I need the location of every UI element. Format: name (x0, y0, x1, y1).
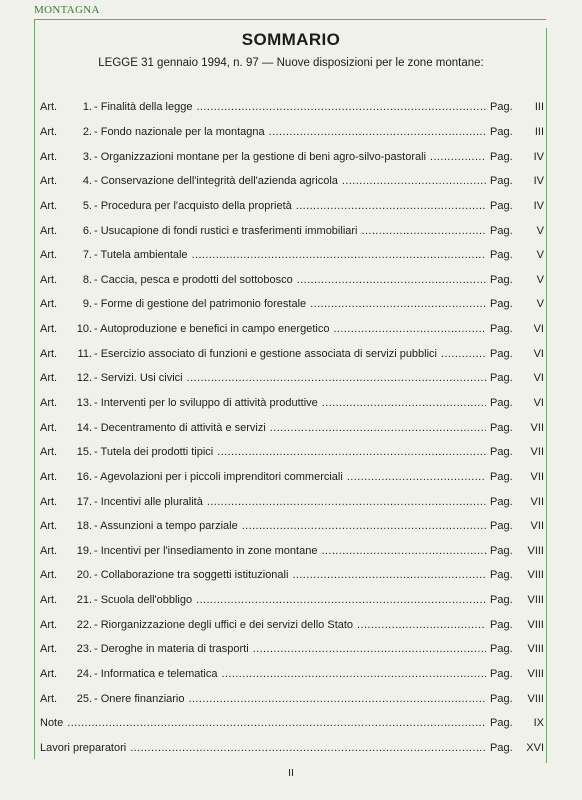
entry-page-number: VIII (527, 594, 544, 607)
dot-leaders (270, 422, 486, 434)
entry-title: Note (40, 717, 64, 730)
top-rule (34, 19, 546, 20)
entry-title: - Informatica e telematica (94, 668, 218, 681)
toc-entry (40, 120, 544, 145)
page-label: Pag. (490, 717, 513, 730)
dot-leaders (130, 742, 486, 754)
entry-page-number: V (536, 273, 544, 286)
toc-entry (40, 366, 544, 391)
entry-title: - Tutela dei prodotti tipici (94, 446, 214, 459)
toc-entry (40, 317, 544, 342)
page-label: Pag. (490, 397, 513, 409)
article-prefix: Art. (40, 495, 58, 508)
entry-title: - Servizi. Usi civici (94, 372, 183, 385)
article-number: 7. (82, 249, 92, 262)
page-label: Pag. (490, 569, 513, 582)
toc-entry (40, 736, 544, 761)
toc-entry (40, 95, 544, 120)
article-number: 4. (82, 175, 92, 188)
article-prefix: Art. (40, 446, 58, 459)
article-number: 20. (76, 569, 92, 582)
page-label: Pag. (490, 470, 513, 483)
page-label: Pag. (490, 372, 513, 385)
entry-title: - Organizzazioni montane per la gestione di beni agro-silvo-pastorali (94, 150, 427, 163)
page-label: Pag. (490, 618, 513, 631)
magazine-logo: MONTAGNA (34, 4, 100, 16)
article-number: 8. (82, 273, 92, 286)
toc-entry (40, 169, 544, 194)
dot-leaders (292, 569, 486, 581)
dot-leaders (342, 175, 486, 187)
entry-title: - Collaborazione tra soggetti istituzionali (94, 569, 289, 582)
dot-leaders (347, 471, 486, 483)
article-prefix: Art. (40, 224, 58, 237)
entry-title: - Fondo nazionale per la montagna (94, 125, 265, 138)
entry-title: - Interventi per lo sviluppo di attività produttive (94, 397, 318, 409)
page-title: SOMMARIO (241, 30, 341, 49)
article-number: 9. (82, 298, 92, 311)
entry-title: - Tutela ambientale (94, 249, 188, 262)
toc-entry (40, 415, 544, 440)
page-label: Pag. (490, 544, 513, 557)
entry-title: - Incentivi per l'insediamento in zone montane (94, 544, 318, 557)
toc-entry (40, 612, 544, 637)
dot-leaders (189, 693, 487, 705)
article-number: 21. (76, 594, 92, 607)
toc-entry (40, 588, 544, 613)
entry-title: - Agevolazioni per i piccoli imprenditori commerciali (94, 470, 343, 483)
article-prefix: Art. (40, 298, 58, 311)
entry-page-number: VIII (527, 618, 544, 631)
article-prefix: Art. (40, 125, 58, 138)
entry-title: - Scuola dell'obbligo (94, 594, 193, 607)
article-prefix: Art. (40, 249, 58, 262)
dot-leaders (321, 545, 486, 557)
toc-entry (40, 341, 544, 366)
entry-page-number: IX (533, 717, 544, 730)
entry-page-number: IV (533, 150, 544, 163)
entry-page-number: VII (530, 470, 544, 483)
article-prefix: Art. (40, 692, 58, 705)
dot-leaders (296, 200, 486, 212)
entry-title: - Riorganizzazione degli uffici e dei servizi dello Stato (94, 618, 354, 631)
article-prefix: Art. (40, 323, 58, 336)
entry-page-number: V (536, 298, 544, 311)
entry-page-number: VII (530, 421, 544, 434)
entry-title: - Usucapione di fondi rustici e trasferimenti immobiliari (94, 224, 358, 237)
page-label: Pag. (490, 249, 513, 262)
article-number: 12. (76, 372, 92, 385)
dot-leaders (217, 446, 486, 458)
dot-leaders (207, 496, 486, 508)
toc-entry (40, 686, 544, 711)
entry-page-number: VI (533, 372, 544, 385)
entry-page-number: III (534, 101, 544, 114)
article-prefix: Art. (40, 470, 58, 483)
article-number: 2. (82, 125, 92, 138)
article-prefix: Art. (40, 397, 58, 409)
article-prefix: Art. (40, 643, 58, 656)
page-label: Pag. (490, 446, 513, 459)
dot-leaders (242, 520, 486, 532)
dot-leaders (192, 249, 486, 261)
entry-page-number: VII (530, 446, 544, 459)
toc-entry (40, 711, 544, 736)
entry-page-number: XVI (526, 741, 544, 754)
toc-entry (40, 514, 544, 539)
entry-title: - Procedura per l'acquisto della proprietà (94, 199, 292, 212)
entry-title: - Conservazione dell'integrità dell'azienda agricola (94, 175, 338, 188)
dot-leaders (322, 397, 486, 409)
entry-page-number: IV (533, 199, 544, 212)
dot-leaders (441, 348, 486, 360)
article-number: 6. (82, 224, 92, 237)
article-prefix: Art. (40, 150, 58, 163)
entry-title: - Caccia, pesca e prodotti del sottobosco (94, 273, 293, 286)
entry-title: - Finalità della legge (94, 101, 193, 114)
article-number: 25. (76, 692, 92, 705)
dot-leaders (67, 717, 486, 729)
page-label: Pag. (490, 692, 513, 705)
law-subtitle: LEGGE 31 gennaio 1994, n. 97 — Nuove disposizioni per le zone montane: (98, 57, 484, 69)
page-label: Pag. (490, 101, 513, 114)
entry-page-number: VI (533, 347, 544, 360)
dot-leaders (196, 594, 486, 606)
entry-title: - Assunzioni a tempo parziale (94, 520, 238, 533)
toc-entry (40, 292, 544, 317)
article-prefix: Art. (40, 594, 58, 607)
entry-title: Lavori preparatori (40, 741, 127, 754)
page-label: Pag. (490, 175, 513, 188)
article-prefix: Art. (40, 199, 58, 212)
page-label: Pag. (490, 323, 513, 336)
article-number: 15. (76, 446, 92, 459)
entry-page-number: VIII (527, 692, 544, 705)
page-number: II (288, 767, 294, 779)
toc-entry (40, 144, 544, 169)
page-label: Pag. (490, 520, 513, 533)
page-label: Pag. (490, 199, 513, 212)
dot-leaders (297, 274, 486, 286)
toc-entry (40, 391, 544, 416)
entry-title: - Incentivi alle pluralità (94, 495, 203, 508)
article-number: 10. (76, 323, 92, 336)
page-label: Pag. (490, 224, 513, 237)
article-number: 1. (82, 101, 92, 114)
article-prefix: Art. (40, 520, 58, 533)
article-number: 23. (76, 643, 92, 656)
article-prefix: Art. (40, 618, 58, 631)
dot-leaders (333, 323, 486, 335)
article-prefix: Art. (40, 175, 58, 188)
dot-leaders (253, 643, 486, 655)
article-prefix: Art. (40, 544, 58, 557)
dot-leaders (361, 225, 486, 237)
page-label: Pag. (490, 741, 513, 754)
toc-entry (40, 267, 544, 292)
entry-page-number: IV (533, 175, 544, 188)
page-label: Pag. (490, 594, 513, 607)
entry-page-number: III (534, 125, 544, 138)
page-label: Pag. (490, 668, 513, 681)
entry-page-number: V (536, 249, 544, 262)
entry-title: - Deroghe in materia di trasporti (94, 643, 249, 656)
toc-entry (40, 637, 544, 662)
article-prefix: Art. (40, 101, 58, 114)
toc-entry (40, 563, 544, 588)
article-prefix: Art. (40, 668, 58, 681)
article-number: 22. (76, 618, 92, 631)
page-label: Pag. (490, 643, 513, 656)
article-number: 17. (76, 495, 92, 508)
article-number: 5. (82, 199, 92, 212)
entry-title: - Forme di gestione del patrimonio forestale (94, 298, 307, 311)
toc-entry (40, 194, 544, 219)
entry-page-number: VIII (527, 569, 544, 582)
entry-page-number: V (536, 224, 544, 237)
entry-title: - Onere finanziario (94, 692, 185, 705)
article-number: 19. (76, 544, 92, 557)
page-label: Pag. (490, 495, 513, 508)
entry-title: - Decentramento di attività e servizi (94, 421, 266, 434)
toc-entry (40, 539, 544, 564)
dot-leaders (357, 619, 486, 631)
left-rule (34, 19, 35, 759)
page-label: Pag. (490, 150, 513, 163)
article-prefix: Art. (40, 347, 58, 360)
dot-leaders (269, 126, 486, 138)
toc-entry (40, 440, 544, 465)
article-number: 16. (76, 470, 92, 483)
page-label: Pag. (490, 125, 513, 138)
toc-entry (40, 243, 544, 268)
entry-title: - Autoproduzione e benefici in campo energetico (94, 323, 330, 336)
article-prefix: Art. (40, 372, 58, 385)
article-number: 11. (77, 347, 92, 360)
toc-entry (40, 662, 544, 687)
dot-leaders (196, 101, 486, 113)
article-prefix: Art. (40, 421, 58, 434)
page-label: Pag. (490, 421, 513, 434)
right-rule (546, 28, 547, 763)
entry-page-number: VI (533, 323, 544, 336)
entry-page-number: VIII (527, 544, 544, 557)
entry-page-number: VII (530, 495, 544, 508)
article-prefix: Art. (40, 569, 58, 582)
dot-leaders (187, 372, 486, 384)
entry-page-number: VIII (527, 668, 544, 681)
article-number: 13. (76, 397, 92, 409)
table-of-contents (40, 95, 544, 760)
entry-title: - Esercizio associato di funzioni e gestione associata di servizi pubblici (94, 347, 438, 360)
entry-page-number: VI (533, 397, 544, 409)
dot-leaders (430, 151, 486, 163)
article-prefix: Art. (40, 273, 58, 286)
dot-leaders (310, 298, 486, 310)
entry-page-number: VIII (527, 643, 544, 656)
toc-entry (40, 489, 544, 514)
toc-entry (40, 218, 544, 243)
page-label: Pag. (490, 273, 513, 286)
dot-leaders (222, 668, 487, 680)
article-number: 24. (76, 668, 92, 681)
entry-page-number: VII (530, 520, 544, 533)
toc-entry (40, 465, 544, 490)
page-label: Pag. (490, 347, 513, 360)
article-number: 3. (82, 150, 92, 163)
article-number: 14. (76, 421, 92, 434)
page-label: Pag. (490, 298, 513, 311)
article-number: 18. (76, 520, 92, 533)
